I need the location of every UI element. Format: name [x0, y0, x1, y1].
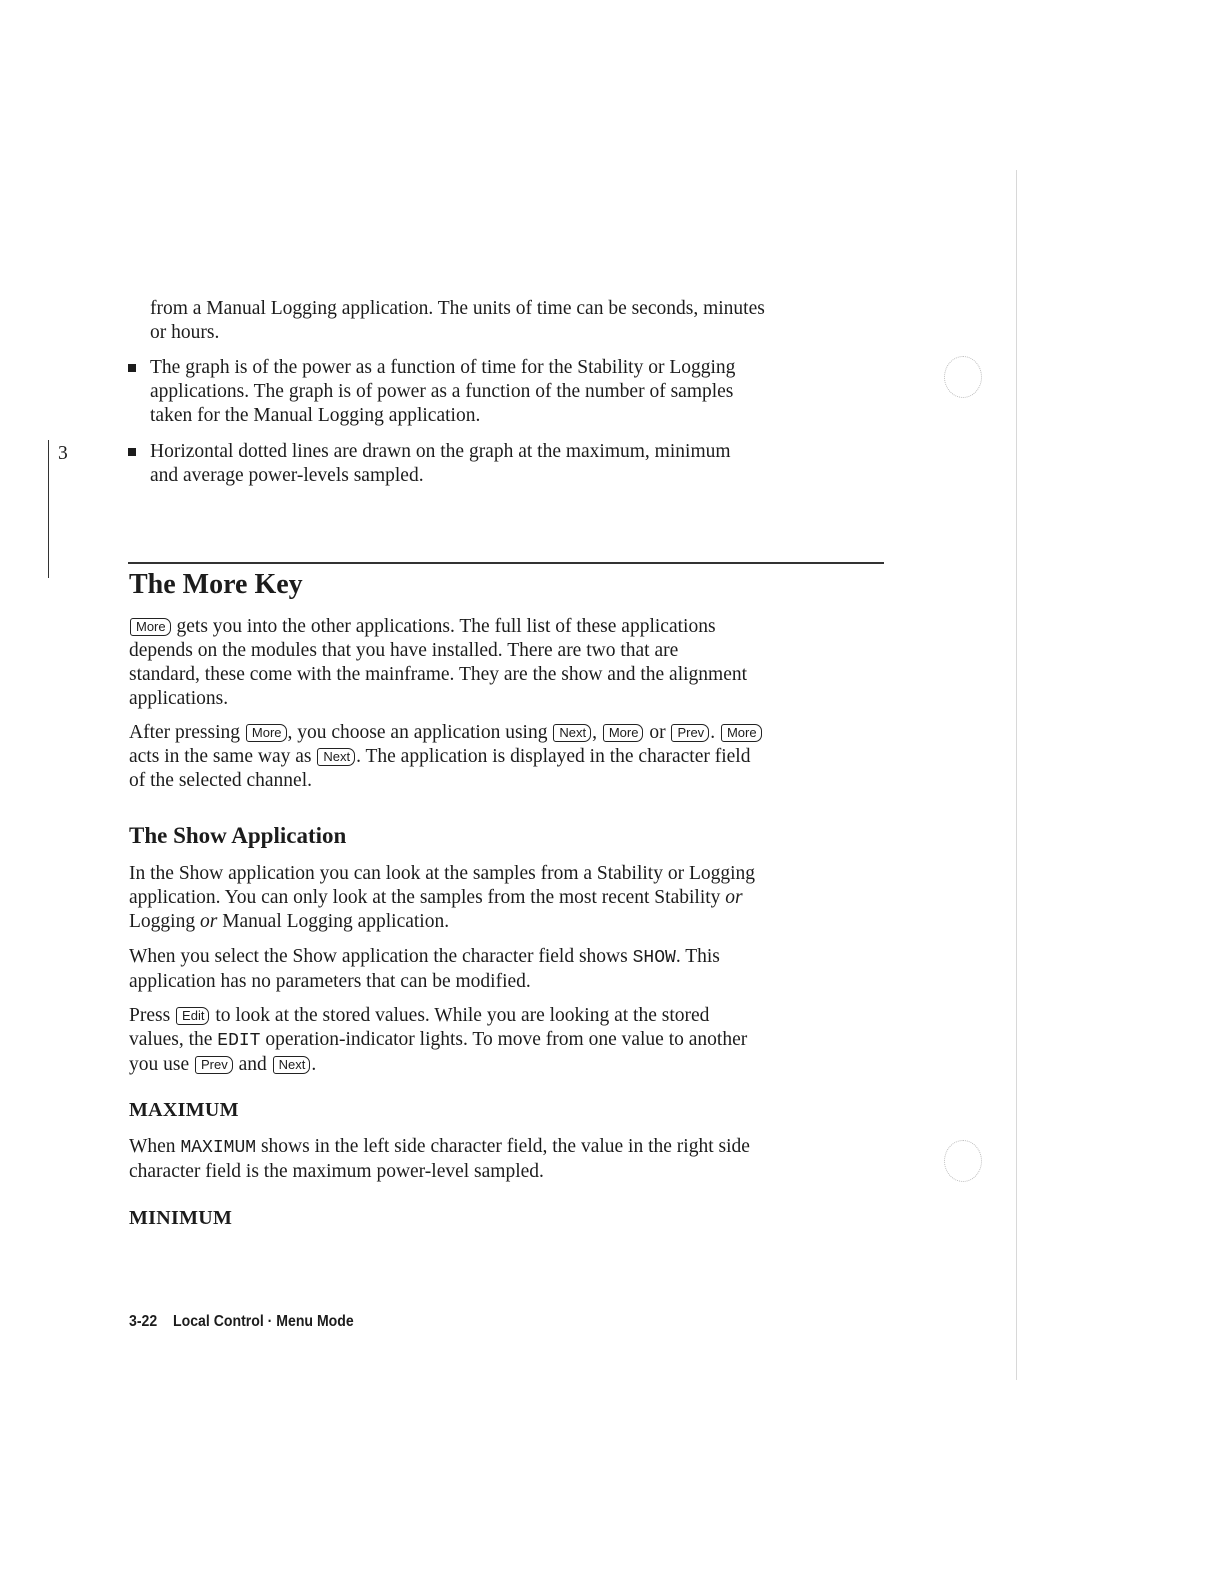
more-key-p2-line-3: of the selected channel.: [129, 770, 312, 791]
next-key-icon: Next: [553, 724, 591, 742]
bullet-1-line-2: applications. The graph is of power as a function of the number of samples: [150, 381, 734, 402]
bullet-2-line-1: Horizontal dotted lines are drawn on the graph at the maximum, minimum: [150, 441, 731, 462]
text-run: application. You can only look at the samples from the most recent Stability: [129, 887, 721, 908]
more-key-p1-line-1: [129, 615, 899, 639]
heading-more-key: The More Key: [129, 569, 303, 600]
show-p2-line-2: application has no parameters that can be modified.: [129, 971, 531, 992]
running-title: Local Control · Menu Mode: [173, 1313, 354, 1330]
show-p3-line-3: [129, 1053, 909, 1077]
emphasis: or: [725, 887, 743, 908]
more-key-p2-line-2: [129, 745, 909, 769]
maximum-line-2: character field is the maximum power-level sampled.: [129, 1161, 544, 1182]
more-key-paragraph-1: [129, 615, 899, 711]
prev-key-icon: Prev: [195, 1056, 233, 1074]
text-run: .: [311, 1054, 317, 1075]
show-p2-line-1: [129, 945, 909, 970]
punch-hole-mark-bottom: [944, 1140, 982, 1182]
show-p3-line-2: [129, 1028, 909, 1053]
text-run: After pressing: [129, 722, 241, 743]
punch-hole-mark-top: [944, 356, 982, 398]
show-p1-line-1: In the Show application you can look at the samples from a Stability or Logging: [129, 863, 756, 884]
more-key-p1-line-2: depends on the modules that you have installed. There are two that are: [129, 640, 679, 661]
more-key-p1-text: gets you into the other applications. The full list of these applications: [176, 616, 716, 637]
text-run: to look at the stored values. While you are looking at the stored: [215, 1005, 710, 1026]
show-p1-line-2: [129, 886, 909, 910]
text-run: . This: [675, 946, 720, 967]
scan-edge-line: [1016, 170, 1017, 1380]
text-run: acts in the same way as: [129, 746, 312, 767]
chapter-tab-line: [48, 440, 49, 578]
bullet-2-line-2: and average power-levels sampled.: [150, 465, 424, 486]
text-run: and: [238, 1054, 267, 1075]
page-number: 3-22: [129, 1313, 158, 1330]
more-key-icon: More: [721, 724, 762, 742]
text-run: values, the: [129, 1029, 213, 1050]
emphasis: or: [199, 911, 218, 932]
more-key-p1-line-4: applications.: [129, 688, 229, 709]
show-paragraph-2: [129, 945, 909, 994]
maximum-paragraph: [129, 1135, 909, 1184]
continuation-paragraph: [150, 297, 910, 345]
chapter-number: 3: [58, 443, 68, 464]
bullet-square-icon: [128, 364, 136, 372]
next-key-icon: Next: [317, 748, 355, 766]
bullet-square-icon: [128, 448, 136, 456]
continuation-line-1: from a Manual Logging application. The units of time can be seconds, minutes: [150, 298, 765, 319]
prev-key-icon: Prev: [671, 724, 709, 742]
text-run: Manual Logging application.: [222, 911, 450, 932]
text-run: , you choose an application using: [287, 722, 548, 743]
text-run: or: [649, 722, 666, 743]
heading-maximum: MAXIMUM: [129, 1099, 239, 1121]
text-run: When: [129, 1136, 176, 1157]
more-key-p2-line-1: [129, 721, 909, 745]
code-maximum: MAXIMUM: [180, 1138, 257, 1158]
edit-key-icon: Edit: [176, 1007, 209, 1025]
bullet-1-line-1: The graph is of the power as a function of time for the Stability or Logging: [150, 357, 736, 378]
page-footer: [129, 1313, 354, 1331]
code-show: SHOW: [632, 948, 676, 968]
show-paragraph-1: [129, 862, 909, 934]
heading-minimum: MINIMUM: [129, 1207, 233, 1229]
text-run: you use: [129, 1054, 190, 1075]
more-key-paragraph-2: [129, 721, 909, 793]
show-p3-line-1: [129, 1004, 909, 1028]
show-p1-line-3: [129, 910, 909, 934]
more-key-icon: More: [603, 724, 644, 742]
text-run: Press: [129, 1005, 171, 1026]
next-key-icon: Next: [273, 1056, 311, 1074]
text-run: operation-indicator lights. To move from one value to another: [265, 1029, 748, 1050]
continuation-line-2: or hours.: [150, 322, 220, 343]
text-run: .: [710, 722, 716, 743]
more-key-icon: More: [130, 618, 171, 636]
more-key-icon: More: [246, 724, 287, 742]
heading-show-application: The Show Application: [129, 823, 347, 848]
bullet-item-dotted-lines: [128, 440, 888, 488]
bullet-item-graph: [128, 356, 888, 428]
maximum-line-1: [129, 1135, 909, 1160]
text-run: Logging: [129, 911, 196, 932]
text-run: shows in the left side character field, the value in the right side: [260, 1136, 750, 1157]
text-run: ,: [592, 722, 597, 743]
show-paragraph-3: [129, 1004, 909, 1077]
bullet-1-line-3: taken for the Manual Logging application.: [150, 405, 481, 426]
text-run: When you select the Show application the character field shows: [129, 946, 628, 967]
section-divider: [128, 562, 884, 564]
more-key-p1-line-3: standard, these come with the mainframe. They are the show and the alignment: [129, 664, 748, 685]
code-edit: EDIT: [217, 1031, 261, 1051]
text-run: . The application is displayed in the character field: [356, 746, 751, 767]
